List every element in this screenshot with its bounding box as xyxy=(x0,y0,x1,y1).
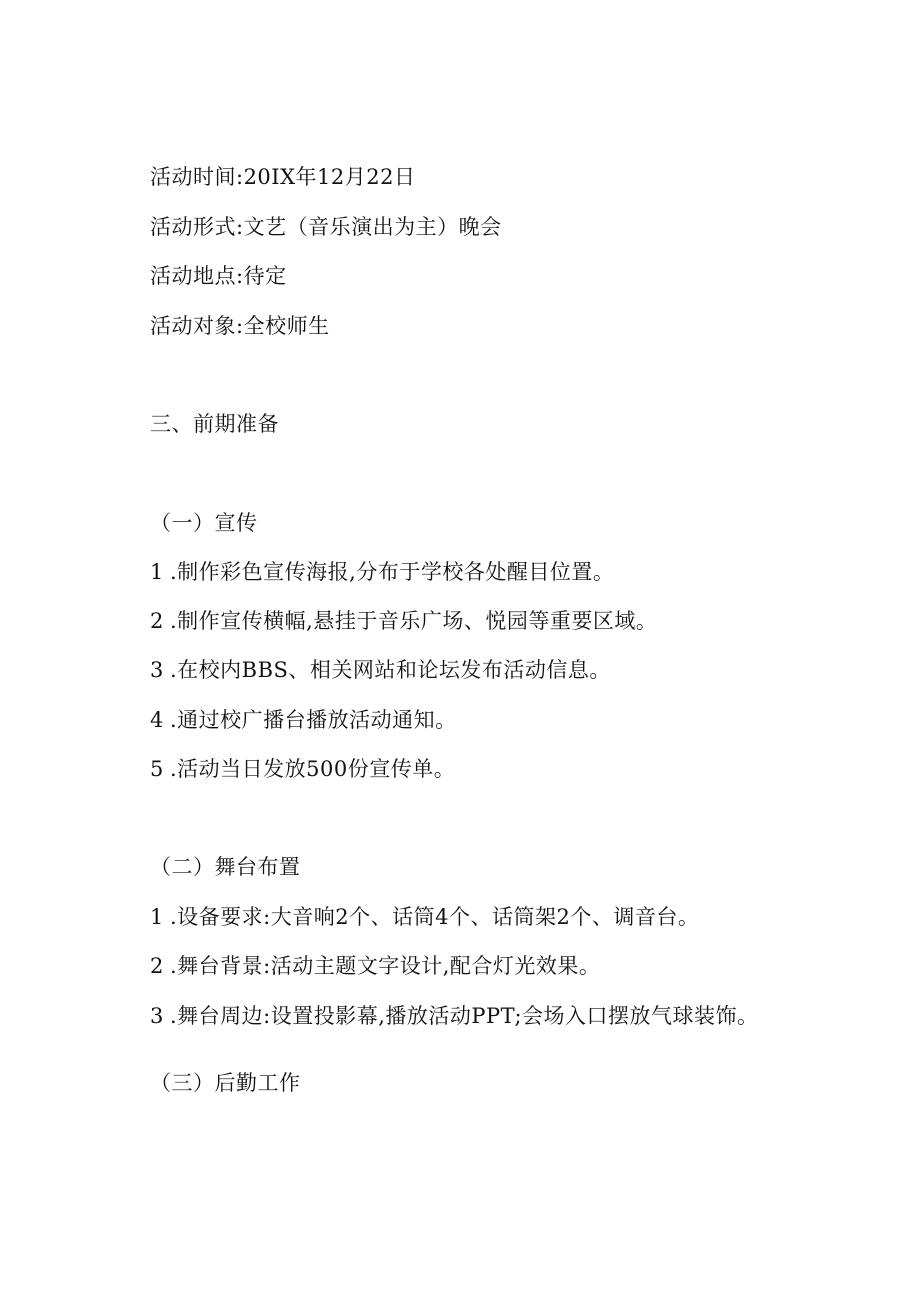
list-item-text: .通过校广播台播放活动通知。 xyxy=(170,708,457,732)
activity-form: 活动形式:文艺（音乐演出为主）晚会 xyxy=(150,215,502,239)
list-item xyxy=(150,707,457,733)
subsection-heading-publicity: （一）宣传 xyxy=(150,511,258,535)
activity-target: 活动对象:全校师生 xyxy=(150,314,330,338)
list-item-number: 2 xyxy=(150,954,164,978)
list-item-text: .制作宣传横幅,悬挂于音乐广场、悦园等重要区域。 xyxy=(170,609,658,633)
activity-time: 活动时间:20IX年12月22日 xyxy=(150,165,416,189)
list-item-number: 1 xyxy=(150,905,164,929)
subsection-heading-stage: （二）舞台布置 xyxy=(150,855,301,879)
section-heading-preparation: 三、前期准备 xyxy=(150,412,279,436)
list-item-number: 5 xyxy=(150,757,164,781)
list-item xyxy=(150,657,611,683)
list-item-text: .设备要求:大音响2个、话筒4个、话筒架2个、调音台。 xyxy=(170,905,700,929)
list-item-text: .舞台背景:活动主题文字设计,配合灯光效果。 xyxy=(170,954,601,978)
list-item-text: .舞台周边:设置投影幕,播放活动PPT;会场入口摆放气球装饰。 xyxy=(170,1004,759,1028)
list-item-text: .制作彩色宣传海报,分布于学校各处醒目位置。 xyxy=(170,560,615,584)
list-item xyxy=(150,1003,759,1029)
list-item-number: 3 xyxy=(150,1004,164,1028)
list-item xyxy=(150,904,699,930)
list-item-number: 3 xyxy=(150,658,164,682)
subsection-heading-logistics: （三）后勤工作 xyxy=(150,1071,301,1095)
list-item-number: 1 xyxy=(150,560,164,584)
list-item-text: .在校内BBS、相关网站和论坛发布活动信息。 xyxy=(170,658,611,682)
list-item xyxy=(150,756,455,782)
list-item xyxy=(150,608,657,634)
activity-place: 活动地点:待定 xyxy=(150,264,287,288)
list-item-number: 2 xyxy=(150,609,164,633)
list-item xyxy=(150,559,614,585)
list-item-text: .活动当日发放500份宣传单。 xyxy=(170,757,456,781)
list-item xyxy=(150,953,600,979)
list-item-number: 4 xyxy=(150,708,164,732)
